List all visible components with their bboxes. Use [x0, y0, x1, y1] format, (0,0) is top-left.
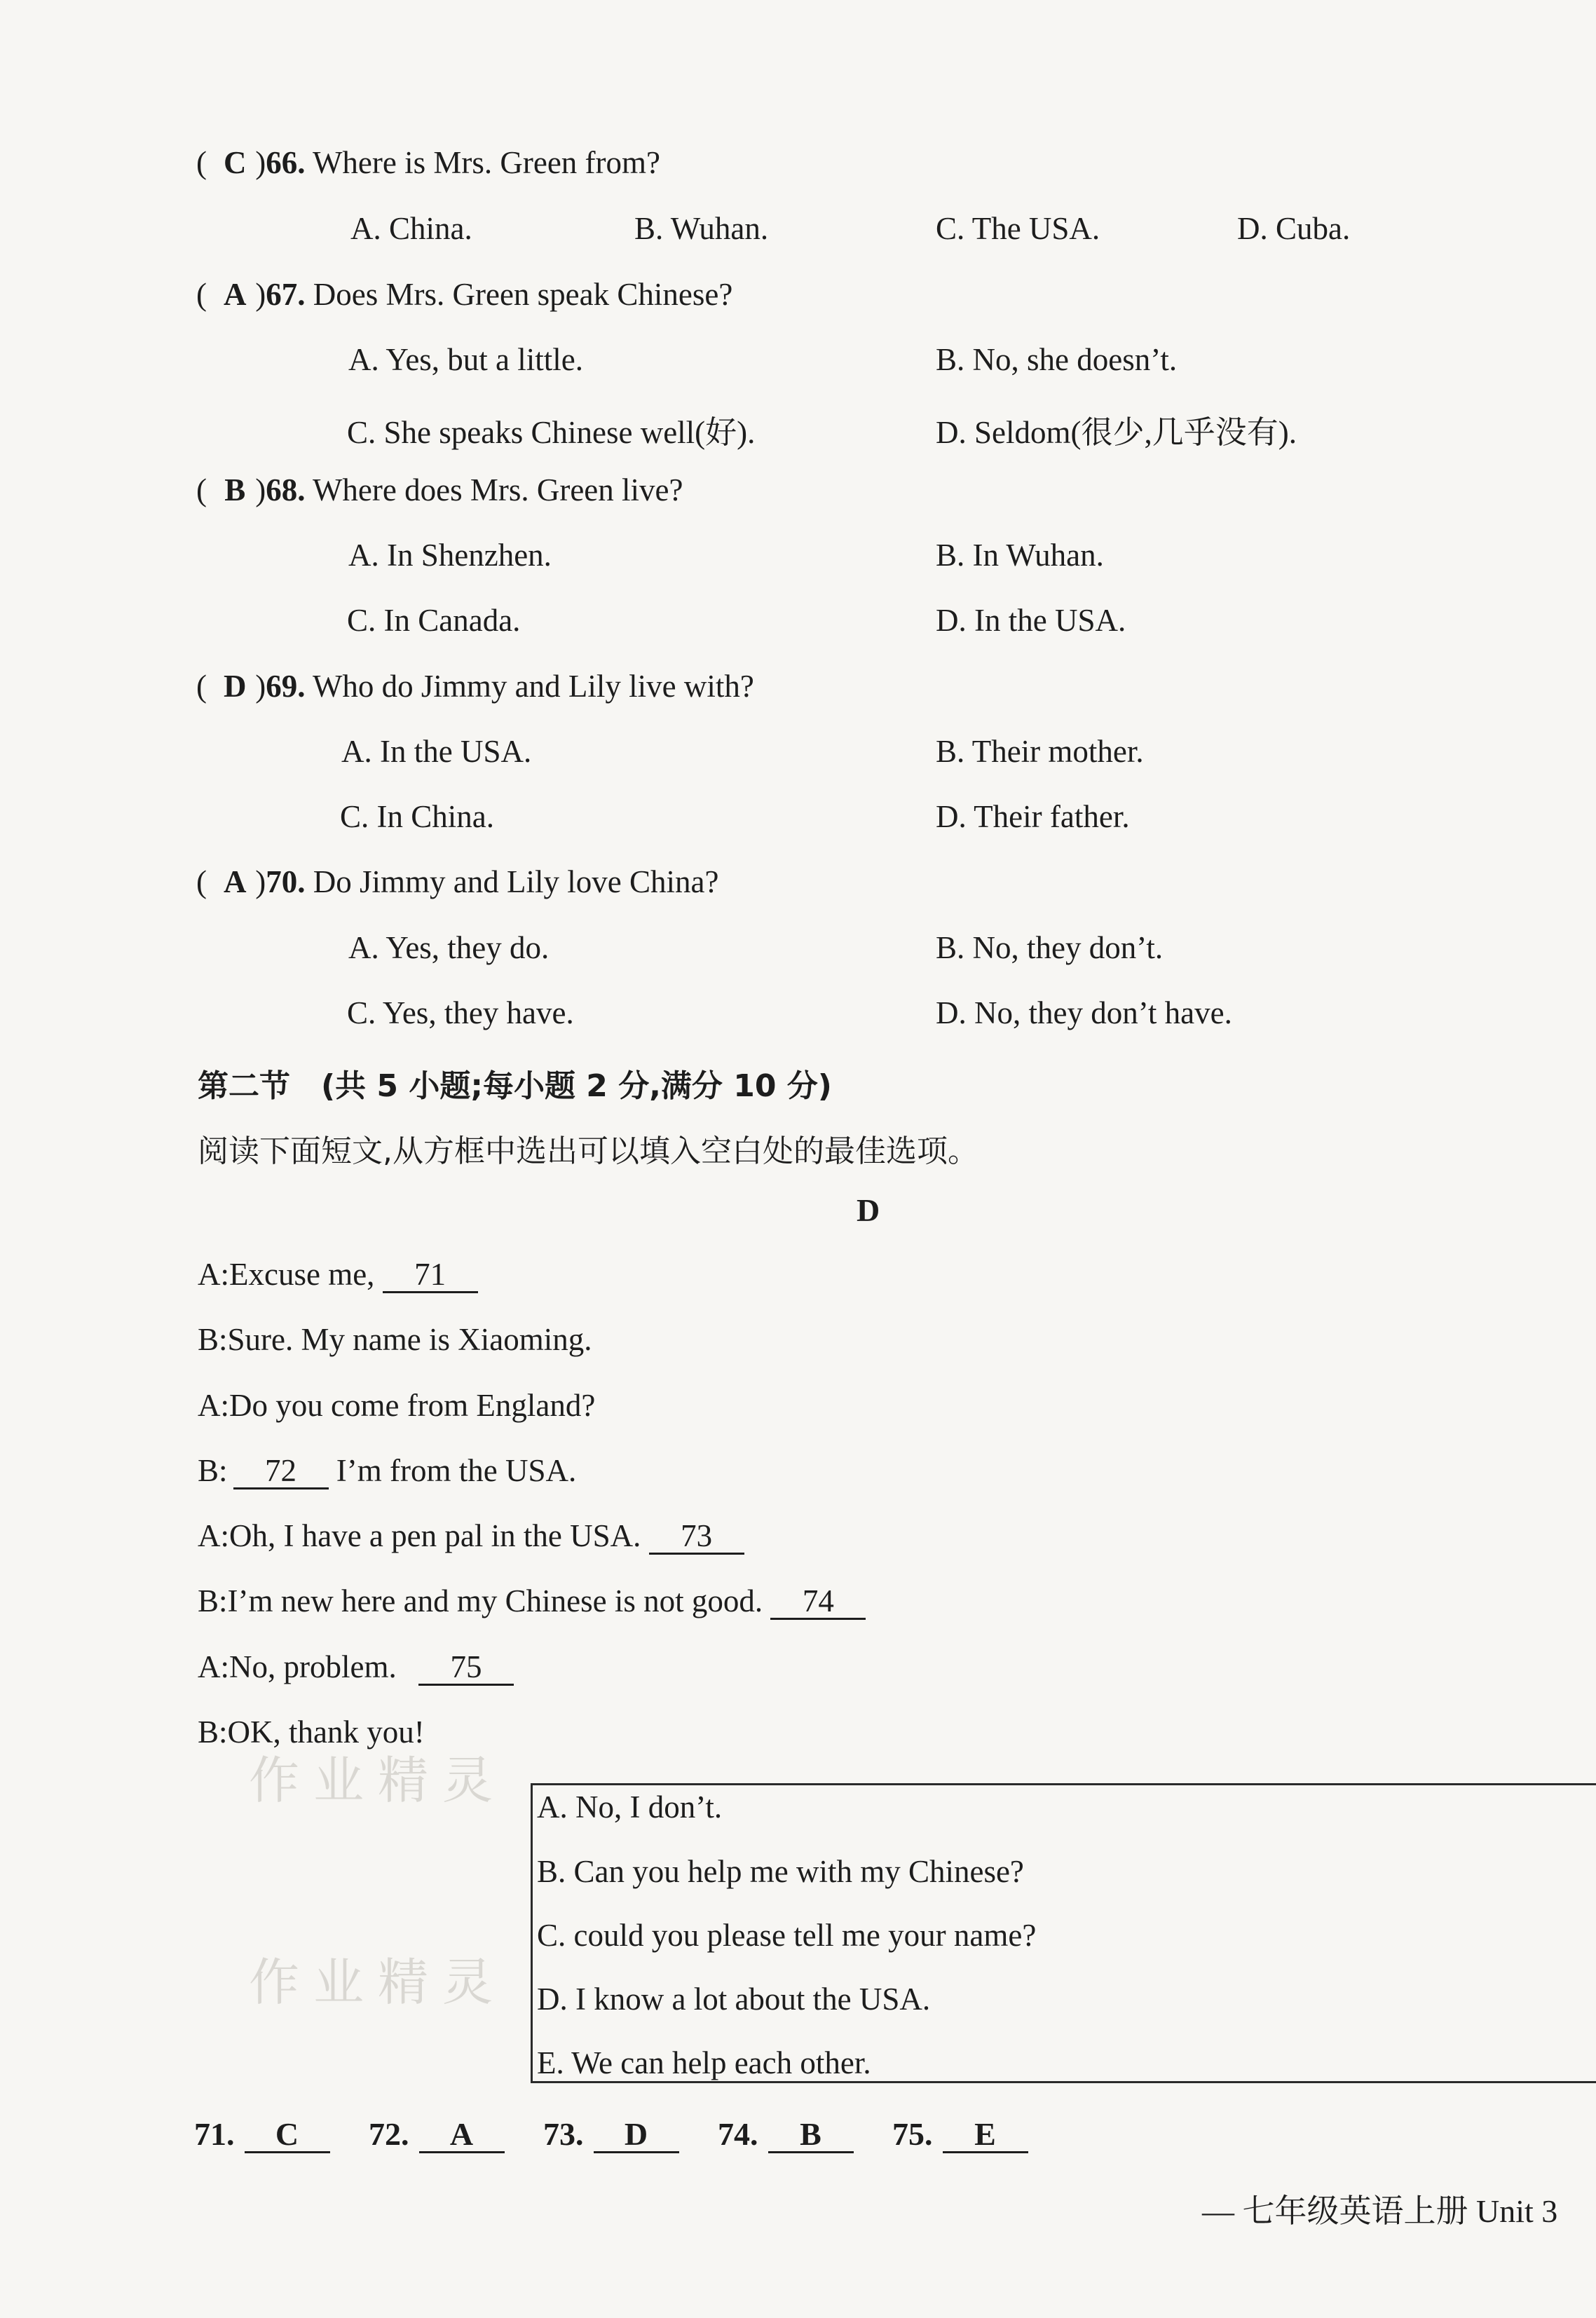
question-stem: ( D )69. Who do Jimmy and Lily live with?	[196, 669, 754, 704]
line-text: I’m from the USA.	[336, 1453, 577, 1488]
speaker: B:	[198, 1322, 228, 1357]
key-number: 73.	[543, 2116, 584, 2152]
option-d: D. Seldom(很少,几乎没有).	[936, 415, 1297, 450]
answer-blank: 75	[418, 1651, 514, 1686]
dialogue-line	[198, 1452, 576, 1489]
option-c: C. She speaks Chinese well(好).	[347, 415, 756, 450]
question-stem: ( C )66. Where is Mrs. Green from?	[196, 145, 660, 180]
key-number: 72.	[369, 2116, 409, 2152]
question-stem: ( B )68. Where does Mrs. Green live?	[196, 472, 683, 507]
line-text: Do you come from England?	[229, 1388, 596, 1423]
line-text: No, problem.	[229, 1649, 397, 1684]
key-number: 75.	[892, 2116, 933, 2152]
answer-mark: B	[224, 472, 246, 507]
option-a: A. China.	[350, 211, 472, 246]
watermark: 作业精灵	[249, 1751, 507, 1810]
option-b: B. No, she doesn’t.	[936, 342, 1178, 377]
answer-key-item	[718, 2115, 854, 2153]
speaker: A:	[198, 1649, 229, 1684]
question-number: 66.	[266, 145, 306, 180]
speaker: B:	[198, 1714, 228, 1750]
question-text: Do Jimmy and Lily love China?	[313, 864, 719, 899]
option-b: B. No, they don’t.	[936, 930, 1164, 965]
box-option-c: C. could you please tell me your name?	[537, 1918, 1037, 1953]
question-number: 68.	[266, 472, 306, 507]
line-text: Excuse me,	[229, 1257, 375, 1292]
key-answer: E	[943, 2118, 1028, 2153]
option-c: C. In China.	[340, 799, 494, 834]
box-option-b: B. Can you help me with my Chinese?	[537, 1854, 1024, 1889]
question-stem: ( A )70. Do Jimmy and Lily love China?	[196, 864, 719, 899]
option-b: B. Their mother.	[936, 734, 1144, 769]
answer-key	[194, 2115, 1059, 2153]
option-a: A. In the USA.	[341, 734, 532, 769]
option-a: A. Yes, but a little.	[348, 342, 584, 377]
option-c: C. In Canada.	[347, 603, 521, 638]
line-text: Sure. My name is Xiaoming.	[227, 1322, 592, 1357]
section-instruction: 阅读下面短文,从方框中选出可以填入空白处的最佳选项。	[198, 1133, 978, 1169]
dialogue-line	[198, 1387, 595, 1424]
answer-mark: A	[224, 864, 247, 899]
question-text: Where does Mrs. Green live?	[312, 472, 683, 507]
answer-mark: D	[224, 669, 247, 704]
dialogue-line	[198, 1583, 866, 1620]
option-d: D. Cuba.	[1237, 211, 1351, 246]
passage-label: D	[857, 1192, 880, 1228]
question-number: 69.	[266, 669, 306, 704]
key-answer: A	[419, 2118, 505, 2153]
question-number: 70.	[266, 864, 306, 899]
section-title: 第二节 (共 5 小题;每小题 2 分,满分 10 分)	[198, 1068, 832, 1104]
option-d: D. No, they don’t have.	[936, 995, 1232, 1030]
key-number: 71.	[194, 2116, 235, 2152]
option-c: C. Yes, they have.	[347, 995, 574, 1030]
option-a: A. Yes, they do.	[348, 930, 550, 965]
answer-mark: C	[224, 145, 247, 180]
answer-key-item	[194, 2115, 330, 2153]
option-a: A. In Shenzhen.	[348, 538, 552, 573]
watermark: 作业精灵	[249, 1953, 507, 2012]
question-number: 67.	[266, 277, 306, 312]
page-footer: — 七年级英语上册 Unit 3	[1202, 2193, 1558, 2229]
box-option-a: A. No, I don’t.	[537, 1789, 723, 1825]
answer-blank: 73	[649, 1520, 744, 1555]
option-d: D. Their father.	[936, 799, 1130, 834]
key-answer: C	[245, 2118, 330, 2153]
key-answer: D	[594, 2118, 679, 2153]
key-answer: B	[768, 2118, 854, 2153]
answer-blank: 74	[770, 1585, 866, 1620]
option-d: D. In the USA.	[936, 603, 1126, 638]
speaker: A:	[198, 1388, 229, 1423]
speaker: A:	[198, 1257, 229, 1292]
speaker: A:	[198, 1518, 229, 1553]
line-text: I’m new here and my Chinese is not good.	[227, 1583, 763, 1618]
speaker: B:	[198, 1453, 228, 1488]
dialogue-line	[198, 1256, 478, 1293]
answer-blank: 71	[383, 1258, 478, 1293]
answer-key-item	[369, 2115, 505, 2153]
answer-mark: A	[224, 277, 247, 312]
dialogue-line	[198, 1518, 744, 1555]
answer-key-item	[543, 2115, 679, 2153]
question-text: Who do Jimmy and Lily live with?	[312, 669, 754, 704]
question-text: Does Mrs. Green speak Chinese?	[313, 277, 733, 312]
key-number: 74.	[718, 2116, 758, 2152]
answer-key-item	[892, 2115, 1028, 2153]
option-c: C. The USA.	[936, 211, 1100, 246]
speaker: B:	[198, 1583, 228, 1618]
dialogue-line	[198, 1321, 592, 1358]
question-text: Where is Mrs. Green from?	[312, 145, 660, 180]
question-stem: ( A )67. Does Mrs. Green speak Chinese?	[196, 277, 733, 312]
dialogue-line	[198, 1649, 514, 1686]
line-text: OK, thank you!	[227, 1714, 425, 1750]
answer-blank: 72	[233, 1454, 329, 1489]
box-option-e: E. We can help each other.	[537, 2045, 871, 2080]
option-b: B. Wuhan.	[634, 211, 769, 246]
line-text: Oh, I have a pen pal in the USA.	[229, 1518, 641, 1553]
option-b: B. In Wuhan.	[936, 538, 1104, 573]
box-option-d: D. I know a lot about the USA.	[537, 1982, 931, 2017]
